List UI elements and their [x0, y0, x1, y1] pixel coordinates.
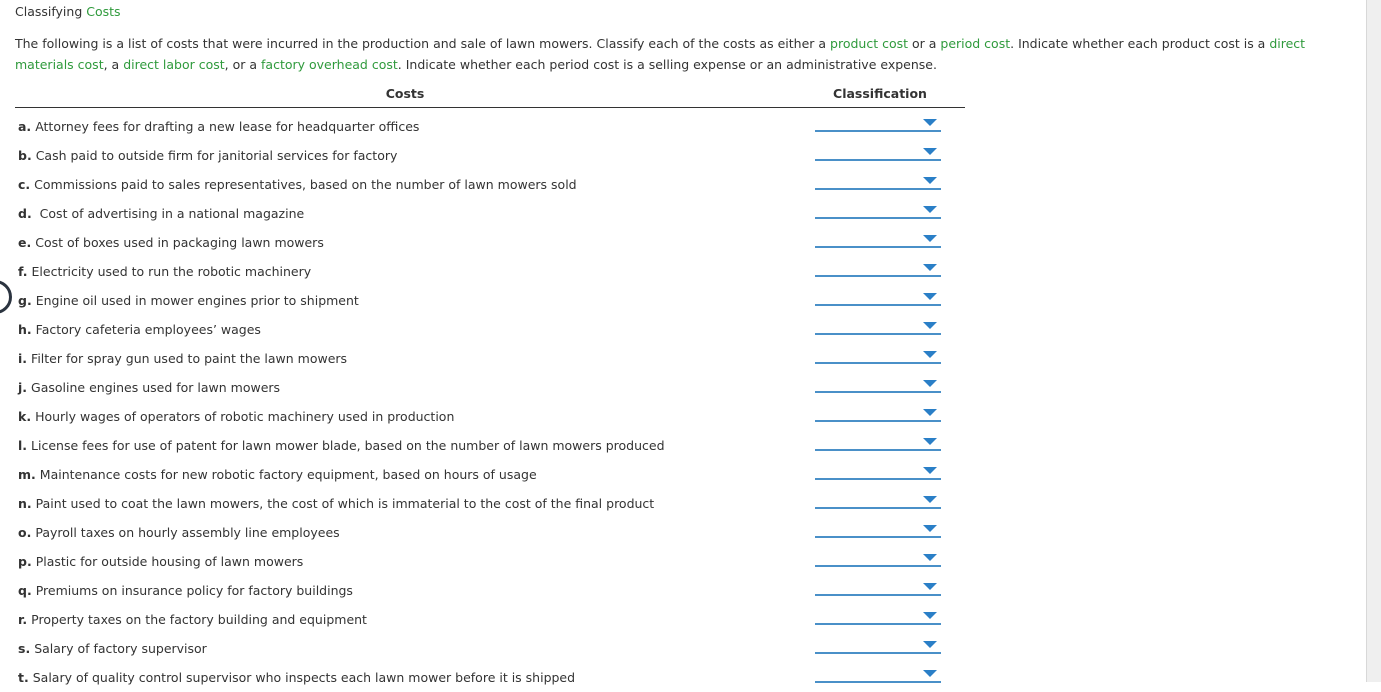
- row-letter: q.: [18, 583, 32, 598]
- cost-text: Cost of boxes used in packaging lawn mowers: [35, 235, 324, 250]
- cost-label: [18, 467, 537, 482]
- row-letter: s.: [18, 641, 31, 656]
- chevron-down-icon[interactable]: [923, 496, 937, 503]
- scrollbar[interactable]: [1366, 0, 1381, 682]
- row-letter: p.: [18, 554, 32, 569]
- cost-text: Gasoline engines used for lawn mowers: [31, 380, 281, 395]
- classification-dropdown[interactable]: [815, 605, 941, 625]
- cost-label: [18, 438, 665, 453]
- period-cost-link[interactable]: period cost: [940, 36, 1011, 51]
- row-letter: b.: [18, 148, 32, 163]
- chevron-down-icon[interactable]: [923, 583, 937, 590]
- classification-dropdown[interactable]: [815, 489, 941, 509]
- cost-text: Paint used to coat the lawn mowers, the cost of which is immaterial to the cost of the final product: [35, 496, 655, 511]
- chevron-down-icon[interactable]: [923, 467, 937, 474]
- table-row: [15, 141, 965, 170]
- cost-text: Commissions paid to sales representatives, based on the number of lawn mowers sold: [34, 177, 577, 192]
- table-header: [15, 85, 965, 108]
- cost-text: Electricity used to run the robotic machinery: [31, 264, 312, 279]
- cost-label: [18, 496, 654, 511]
- chevron-down-icon[interactable]: [923, 119, 937, 126]
- table-row: [15, 663, 965, 692]
- row-letter: i.: [18, 351, 28, 366]
- chevron-down-icon[interactable]: [923, 438, 937, 445]
- cost-text: Payroll taxes on hourly assembly line employees: [35, 525, 340, 540]
- classification-dropdown[interactable]: [815, 663, 941, 683]
- table-row: [15, 576, 965, 605]
- classification-dropdown[interactable]: [815, 141, 941, 161]
- chevron-down-icon[interactable]: [923, 554, 937, 561]
- row-letter: f.: [18, 264, 28, 279]
- classification-dropdown[interactable]: [815, 518, 941, 538]
- cost-label: [18, 583, 353, 598]
- chevron-down-icon[interactable]: [923, 409, 937, 416]
- row-letter: h.: [18, 322, 32, 337]
- table-row: [15, 518, 965, 547]
- table-row: [15, 373, 965, 402]
- chevron-down-icon[interactable]: [923, 380, 937, 387]
- table-row: [15, 460, 965, 489]
- cost-text: Hourly wages of operators of robotic machinery used in production: [35, 409, 455, 424]
- table-row: [15, 170, 965, 199]
- cost-label: [18, 235, 324, 250]
- row-letter: l.: [18, 438, 28, 453]
- table-row: [15, 547, 965, 576]
- cost-label: [18, 148, 397, 163]
- chevron-down-icon[interactable]: [923, 351, 937, 358]
- cost-text: Attorney fees for drafting a new lease for headquarter offices: [35, 119, 420, 134]
- cost-label: [18, 612, 367, 627]
- classification-dropdown[interactable]: [815, 199, 941, 219]
- chevron-down-icon[interactable]: [923, 264, 937, 271]
- row-letter: r.: [18, 612, 28, 627]
- cost-text: Cost of advertising in a national magazine: [35, 206, 305, 221]
- table-row: [15, 286, 965, 315]
- row-letter: t.: [18, 670, 29, 685]
- cost-label: [18, 641, 207, 656]
- cost-text: Maintenance costs for new robotic factory equipment, based on hours of usage: [39, 467, 537, 482]
- intro-text-2: or a: [908, 36, 941, 51]
- row-letter: a.: [18, 119, 32, 134]
- cost-text: License fees for use of patent for lawn mower blade, based on the number of lawn mowers produced: [31, 438, 665, 453]
- table-row: [15, 344, 965, 373]
- table-row: [15, 402, 965, 431]
- chevron-down-icon[interactable]: [923, 235, 937, 242]
- table-row: [15, 112, 965, 141]
- intro-text-4: , a: [103, 57, 124, 72]
- cost-label: [18, 322, 261, 337]
- table-row: [15, 199, 965, 228]
- direct-labor-cost-link[interactable]: direct labor cost: [123, 57, 225, 72]
- table-row: [15, 431, 965, 460]
- chevron-down-icon[interactable]: [923, 525, 937, 532]
- cost-label: [18, 380, 280, 395]
- cost-text: Property taxes on the factory building and equipment: [31, 612, 367, 627]
- classification-dropdown[interactable]: [815, 460, 941, 480]
- title-prefix: Classifying: [15, 4, 87, 19]
- chevron-down-icon[interactable]: [923, 177, 937, 184]
- classification-dropdown[interactable]: [815, 576, 941, 596]
- cost-label: [18, 554, 303, 569]
- classification-dropdown[interactable]: [815, 402, 941, 422]
- row-letter: e.: [18, 235, 32, 250]
- cost-text: Cash paid to outside firm for janitorial services for factory: [35, 148, 398, 163]
- cost-label: [18, 670, 575, 685]
- cost-text: Salary of factory supervisor: [34, 641, 207, 656]
- classification-dropdown[interactable]: [815, 547, 941, 567]
- classification-dropdown[interactable]: [815, 344, 941, 364]
- cost-text: Plastic for outside housing of lawn mowers: [35, 554, 304, 569]
- cost-text: Engine oil used in mower engines prior to shipment: [35, 293, 359, 308]
- row-letter: o.: [18, 525, 32, 540]
- chevron-down-icon[interactable]: [923, 612, 937, 619]
- intro-text-3: . Indicate whether each product cost is a: [1010, 36, 1270, 51]
- cost-text: Factory cafeteria employees’ wages: [35, 322, 261, 337]
- row-letter: g.: [18, 293, 32, 308]
- classification-dropdown[interactable]: [815, 112, 941, 132]
- cost-label: [18, 264, 311, 279]
- row-letter: d.: [18, 206, 32, 221]
- classification-dropdown[interactable]: [815, 431, 941, 451]
- intro-text-1: The following is a list of costs that were incurred in the production and sale of lawn mowers. Classify each of the costs as either a: [15, 36, 831, 51]
- classification-dropdown[interactable]: [815, 286, 941, 306]
- table-row: [15, 315, 965, 344]
- table-row: [15, 489, 965, 518]
- costs-link[interactable]: Costs: [86, 4, 121, 19]
- table-row: [15, 228, 965, 257]
- cost-label: [18, 409, 454, 424]
- intro-text-5: , or a: [224, 57, 262, 72]
- table-row: [15, 605, 965, 634]
- row-letter: n.: [18, 496, 32, 511]
- page-title: [15, 4, 121, 19]
- row-letter: m.: [18, 467, 36, 482]
- classification-dropdown[interactable]: [815, 257, 941, 277]
- table-row: [15, 257, 965, 286]
- instructions: [15, 33, 1360, 75]
- chevron-down-icon[interactable]: [923, 148, 937, 155]
- cost-text: Premiums on insurance policy for factory buildings: [35, 583, 353, 598]
- chevron-down-icon[interactable]: [923, 206, 937, 213]
- cost-label: [18, 525, 340, 540]
- focus-ring-indicator: [0, 280, 12, 314]
- cost-label: [18, 206, 304, 221]
- cost-label: [18, 293, 359, 308]
- factory-overhead-cost-link[interactable]: factory overhead cost: [261, 57, 398, 72]
- classification-dropdown[interactable]: [815, 373, 941, 393]
- table-row: [15, 634, 965, 663]
- direct-materials-cost-link[interactable]: direct materials cost: [15, 36, 1306, 72]
- chevron-down-icon[interactable]: [923, 641, 937, 648]
- classification-dropdown[interactable]: [815, 634, 941, 654]
- row-letter: c.: [18, 177, 31, 192]
- product-cost-link[interactable]: product cost: [830, 36, 909, 51]
- cost-text: Filter for spray gun used to paint the lawn mowers: [31, 351, 348, 366]
- classification-header: Classification: [833, 86, 927, 101]
- cost-label: [18, 119, 419, 134]
- costs-header: Costs: [385, 86, 425, 101]
- classification-dropdown[interactable]: [815, 170, 941, 190]
- chevron-down-icon[interactable]: [923, 322, 937, 329]
- cost-label: [18, 351, 347, 366]
- classification-dropdown[interactable]: [815, 315, 941, 335]
- intro-text-6: . Indicate whether each period cost is a selling expense or an administrative expense.: [397, 57, 937, 72]
- row-letter: k.: [18, 409, 32, 424]
- row-letter: j.: [18, 380, 28, 395]
- cost-text: Salary of quality control supervisor who inspects each lawn mower before it is shipped: [32, 670, 576, 685]
- chevron-down-icon[interactable]: [923, 670, 937, 677]
- cost-label: [18, 177, 577, 192]
- chevron-down-icon[interactable]: [923, 293, 937, 300]
- classification-dropdown[interactable]: [815, 228, 941, 248]
